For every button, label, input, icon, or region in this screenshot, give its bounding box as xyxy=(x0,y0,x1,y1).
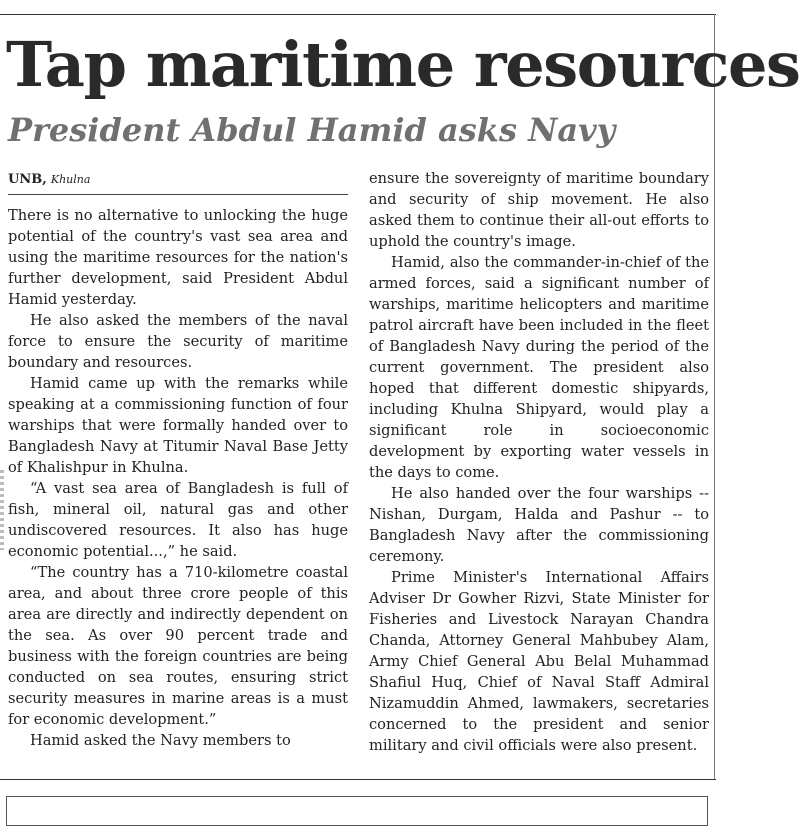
article-paragraph: “The country has a 710-kilometre coastal area, and about three crore people of this area are directly and indirectly dependent on the sea. As over 90 percent trade and business with the foreign countries are being conducted on sea routes, ensuring strict security measures in marine areas is a must for economic development.” xyxy=(8,564,348,728)
article-paragraph: “A vast sea area of Bangladesh is full of fish, mineral oil, natural gas and other undiscovered resources. It also has huge economic potential...,” he said. xyxy=(8,480,348,560)
subheadline: President Abdul Hamid asks Navy xyxy=(8,111,616,149)
article-paragraph: Hamid, also the commander-in-chief of the armed forces, said a significant number of warships, maritime helicopters and maritime patrol aircraft have been included in the fleet of Bangladesh Navy during the period of the current government. The president also hoped that different domestic shipyards, including Khulna Shipyard, would play a significant role in socioeconomic development by exporting water vessels in the days to come. xyxy=(369,254,709,481)
byline xyxy=(8,171,348,189)
margin-crop-mark xyxy=(0,470,4,550)
article-paragraph: Hamid came up with the remarks while speaking at a commissioning function of four warships that were formally handed over to Bangladesh Navy at Titumir Naval Base Jetty of Khalishpur in Khulna. xyxy=(8,375,348,476)
article-paragraph: ensure the sovereignty of maritime boundary and security of ship movement. He also asked them to continue their all-out efforts to uphold the country's image. xyxy=(369,170,709,250)
article-paragraph: He also asked the members of the naval force to ensure the security of maritime boundary and resources. xyxy=(8,312,348,371)
right-edge-line xyxy=(714,14,715,779)
article-column-right xyxy=(369,168,709,756)
article-paragraph: There is no alternative to unlocking the huge potential of the country's vast sea area and using the maritime resources for the nation's further development, said President Abdul Hamid yesterday. xyxy=(8,207,348,308)
bottom-rule xyxy=(0,779,716,780)
article-paragraph: He also handed over the four warships -- Nishan, Durgam, Halda and Pashur -- to Bangladesh Navy after the commissioning ceremony. xyxy=(369,485,709,565)
byline-location: Khulna xyxy=(50,173,91,186)
top-rule xyxy=(0,14,716,15)
headline: Tap maritime resources xyxy=(6,28,800,101)
article-paragraph: Hamid asked the Navy members to xyxy=(30,732,291,749)
article-column-left xyxy=(8,205,348,751)
article-paragraph: Prime Minister's International Affairs Adviser Dr Gowher Rizvi, State Minister for Fisheries and Livestock Narayan Chandra Chanda, Attorney General Mahbubey Alam, Army Chief General Abu Belal Muhammad Shafiul Huq, Chief of Naval Staff Admiral Nizamuddin Ahmed, lawmakers, secretaries concerned to the president and senior military and civil officials were also present. xyxy=(369,569,709,754)
next-article-box xyxy=(6,796,708,826)
byline-rule xyxy=(8,194,348,195)
byline-agency: UNB, xyxy=(8,172,47,187)
